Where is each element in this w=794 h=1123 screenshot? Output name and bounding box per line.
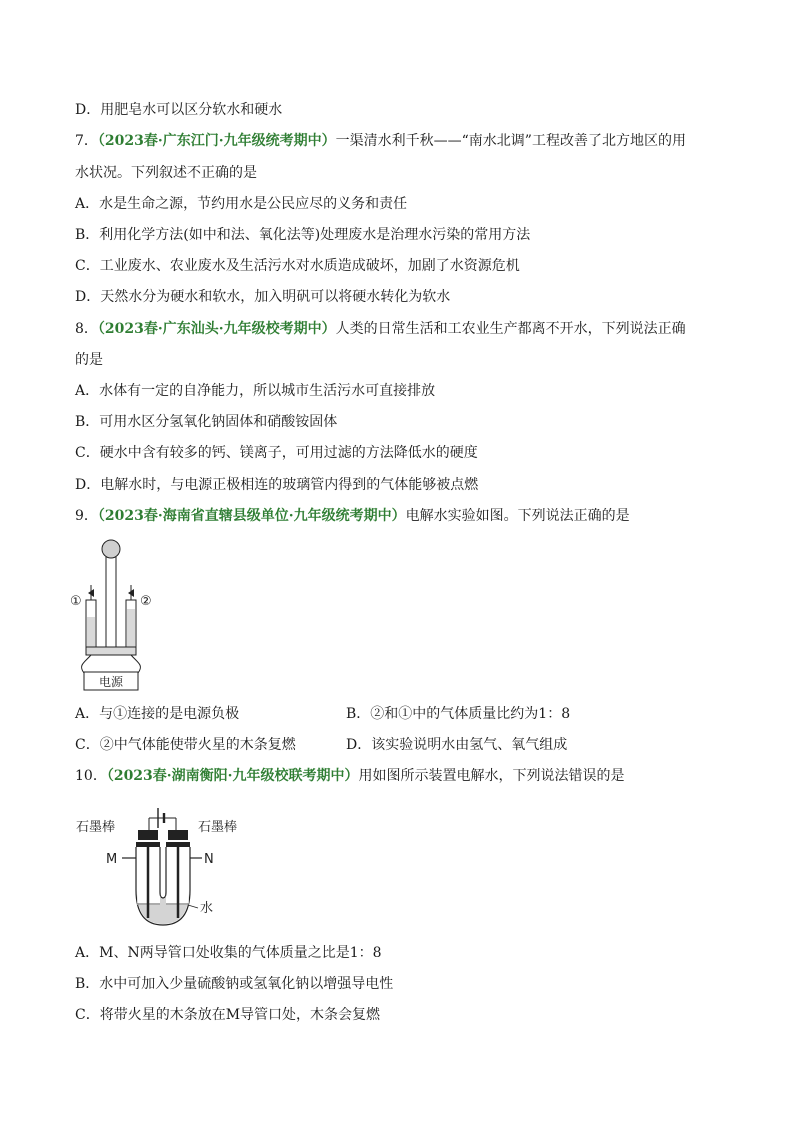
q8-number: 8． bbox=[75, 321, 98, 337]
label-water: 水 bbox=[200, 901, 214, 916]
q9-option-d: D．该实验说明水由氢气、氧气组成 bbox=[346, 737, 568, 753]
left-stopper bbox=[138, 830, 158, 840]
q10-text: 用如图所示装置电解水，下列说法错误的是 bbox=[358, 768, 625, 784]
q7-option-c: C．工业废水、农业废水及生活污水对水质造成破坏，加剧了水资源危机 bbox=[75, 258, 520, 274]
q8-option-c: C．硬水中含有较多的钙、镁离子，可用过滤的方法降低水的硬度 bbox=[75, 445, 478, 461]
label-rod-left: 石墨棒 bbox=[76, 820, 116, 835]
label-m: M bbox=[106, 852, 118, 867]
power-supply-label: 电源 bbox=[98, 675, 124, 689]
q7-number: 7． bbox=[75, 133, 98, 149]
q10-number: 10． bbox=[75, 768, 107, 784]
q8-option-d: D．电解水时，与电源正极相连的玻璃管内得到的气体能够被点燃 bbox=[75, 477, 479, 493]
q7-option-d: D．天然水分为硬水和软水，加入明矾可以将硬水转化为软水 bbox=[75, 289, 451, 305]
q9-source: （2023春·海南省直辖县级单位·九年级统考期中） bbox=[97, 508, 406, 524]
q8-source: （2023春·广东汕头·九年级校考期中） bbox=[97, 321, 336, 337]
q8-option-a: A．水体有一定的自净能力，所以城市生活污水可直接排放 bbox=[75, 383, 436, 399]
q9-stem bbox=[75, 506, 630, 526]
q10-stem bbox=[75, 766, 625, 786]
label-rod-right: 石墨棒 bbox=[198, 820, 238, 835]
q8-text: 人类的日常生活和工农业生产都离不开水，下列说法正确 bbox=[335, 321, 686, 337]
q6-option-d: D．用肥皂水可以区分软水和硬水 bbox=[75, 102, 283, 118]
q10-option-c: C．将带火星的木条放在M导管口处，木条会复燃 bbox=[75, 1007, 381, 1023]
u-tube-electrolysis-figure bbox=[70, 800, 260, 930]
q7-stem-cont: 水状况。下列叙述不正确的是 bbox=[75, 165, 257, 181]
q9-number: 9． bbox=[75, 508, 98, 524]
label-circle-1: ① bbox=[70, 594, 82, 609]
q8-stem bbox=[75, 319, 686, 339]
q9-option-b: B．②和①中的气体质量比约为1：8 bbox=[346, 706, 571, 722]
q10-source: （2023春·湖南衡阳·九年级校联考期中） bbox=[106, 768, 359, 784]
electrolysis-apparatus-figure bbox=[66, 535, 176, 695]
q9-option-a: A．与①连接的是电源负极 bbox=[75, 706, 240, 722]
label-n: N bbox=[204, 852, 214, 867]
right-stopper bbox=[168, 830, 188, 840]
label-circle-2: ② bbox=[140, 594, 152, 609]
q8-stem-cont: 的是 bbox=[75, 352, 103, 368]
q10-option-a: A．M、N两导管口处收集的气体质量之比是1：8 bbox=[75, 945, 382, 961]
q9-option-c: C．②中气体能使带火星的木条复燃 bbox=[75, 737, 296, 753]
reservoir-bulb bbox=[102, 540, 120, 558]
q7-stem bbox=[75, 131, 686, 151]
q10-option-b: B．水中可加入少量硫酸钠或氢氧化钠以增强导电性 bbox=[75, 976, 394, 992]
q8-option-b: B．可用水区分氢氧化钠固体和硝酸铵固体 bbox=[75, 414, 338, 430]
q7-option-a: A．水是生命之源，节约用水是公民应尽的义务和责任 bbox=[75, 196, 408, 212]
q7-text: 一渠清水利千秋——“南水北调”工程改善了北方地区的用 bbox=[335, 133, 686, 149]
q9-text: 电解水实验如图。下列说法正确的是 bbox=[405, 508, 630, 524]
right-tube-water bbox=[127, 609, 135, 652]
q7-source: （2023春·广东江门·九年级统考期中） bbox=[97, 133, 336, 149]
q7-option-b: B．利用化学方法(如中和法、氧化法等)处理废水是治理水污染的常用方法 bbox=[75, 227, 531, 243]
